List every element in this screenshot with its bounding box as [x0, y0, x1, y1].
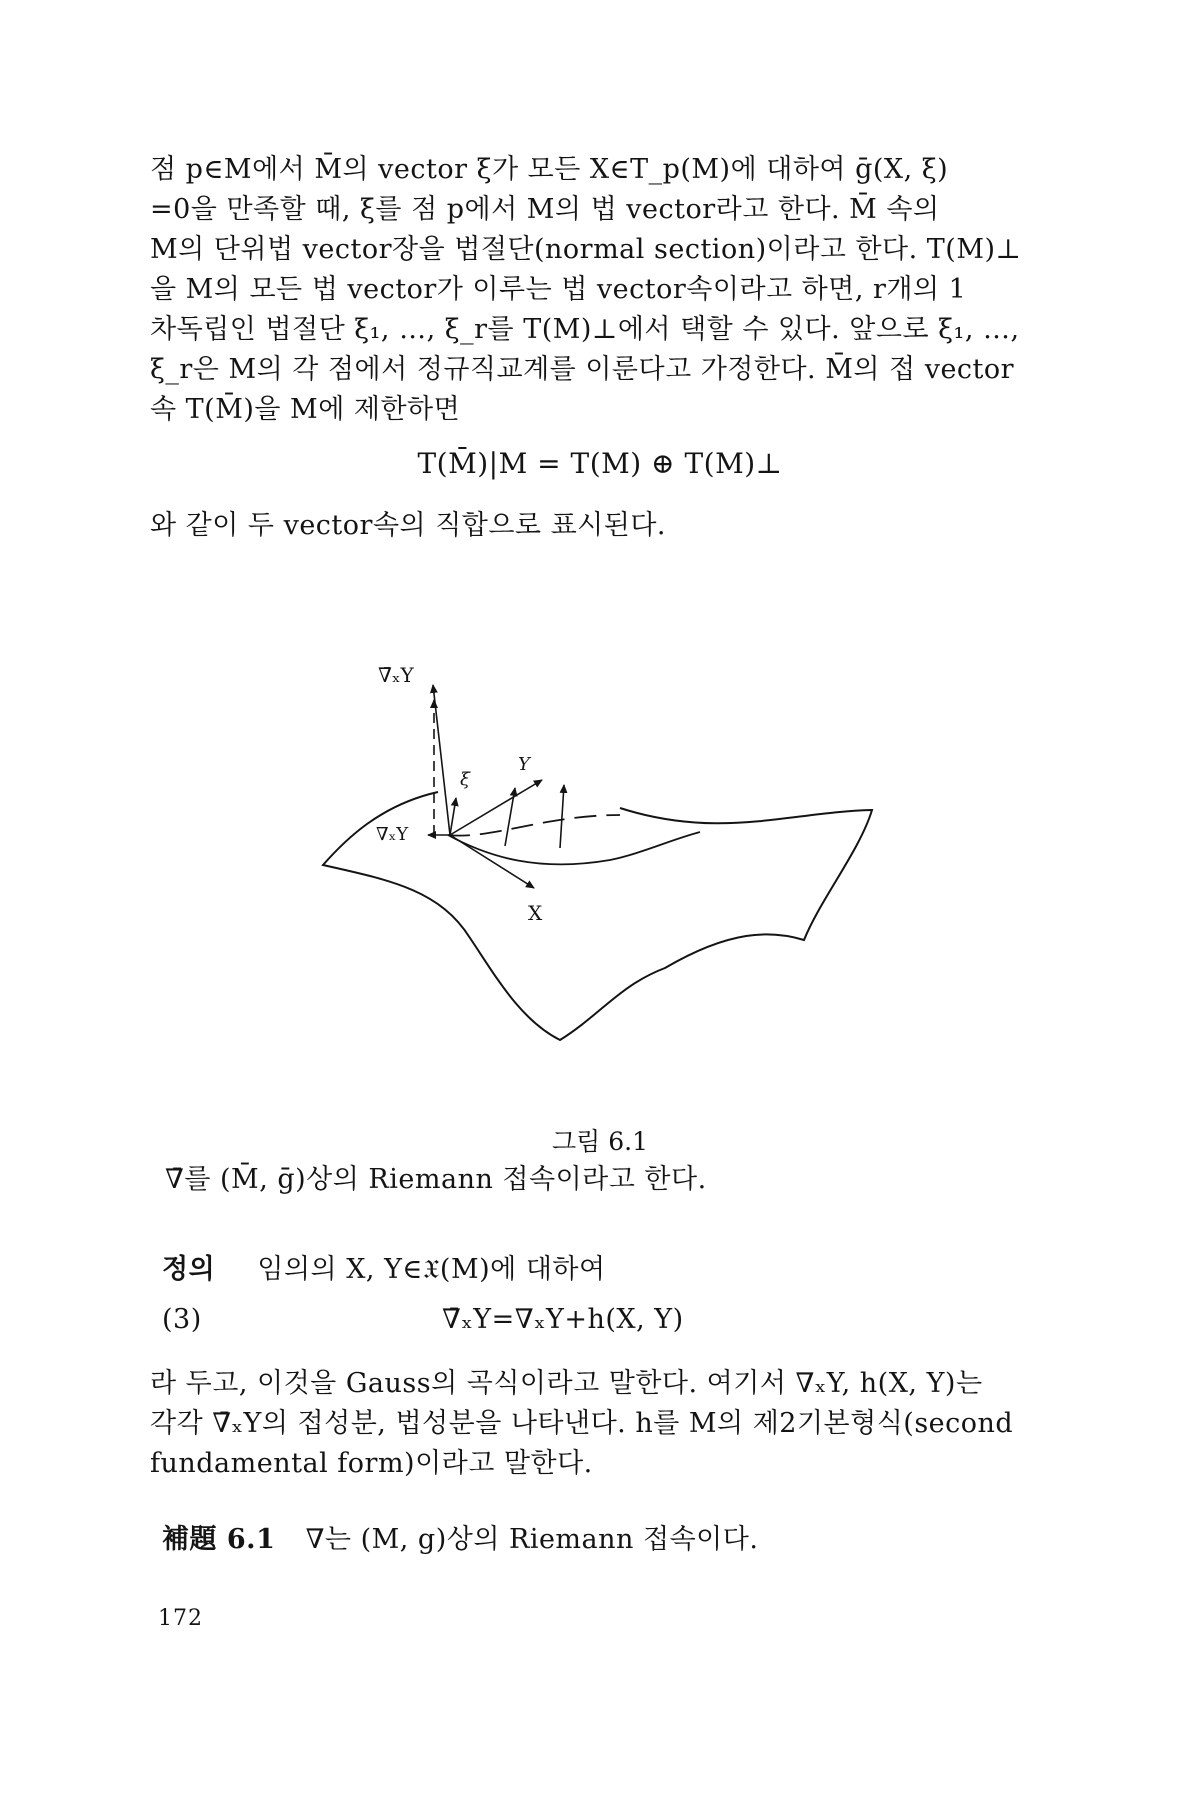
paragraph1-line-5: 차독립인 법절단 ξ₁, …, ξ_r를 T(M)⊥에서 택할 수 있다. 앞으로 ξ₁, …,: [150, 314, 1020, 345]
paragraph4-line-2: 각각 ∇̄ₓY의 접성분, 법성분을 나타낸다. h를 M의 제2기본형식(second: [150, 1408, 1014, 1439]
definition-text: 임의의 X, Y∈𝔛(M)에 대하여: [257, 1254, 606, 1285]
paragraph1-line-6: ξ_r은 M의 각 점에서 정규직교계를 이룬다고 가정한다. M̄의 접 vector: [150, 354, 1015, 385]
definition: [162, 1252, 606, 1288]
surface-figure: [320, 663, 880, 1100]
paragraph3: ∇̄를 (M̄, ḡ)상의 Riemann 접속이라고 한다.: [165, 1164, 707, 1195]
equation3-number: (3): [162, 1304, 202, 1335]
arrow-nabla-bar-solid: [433, 685, 450, 835]
paragraph4-line-3: fundamental form)이라고 말한다.: [150, 1448, 593, 1479]
equation-direct-sum: T(M̄)|M = T(M) ⊕ T(M)⊥: [417, 447, 783, 480]
paragraph4-line-1: 라 두고, 이것을 Gauss의 곡식이라고 말한다. 여기서 ∇ₓY, h(X, Y)는: [150, 1368, 983, 1399]
arrow-field-1: [505, 788, 515, 846]
label-y: Y: [518, 754, 530, 775]
equation3-formula: ∇̄ₓY=∇ₓY+h(X, Y): [442, 1304, 684, 1335]
surface-curve-x: [448, 832, 700, 864]
figure-caption: 그림 6.1: [551, 1127, 648, 1156]
paragraph1-line-7: 속 T(M̄)을 M에 제한하면: [150, 394, 461, 425]
arrow-xi: [450, 798, 456, 835]
surface-curve-y: [448, 815, 620, 836]
lemma-label: 補題 6.1: [162, 1524, 276, 1555]
lemma-text: ∇는 (M, g)상의 Riemann 접속이다.: [305, 1524, 759, 1555]
definition-label: 정의: [162, 1254, 216, 1285]
paragraph1-line-4: 을 M의 모든 법 vector가 이루는 법 vector속이라고 하면, r개의 1: [150, 274, 967, 305]
page-number: 172: [158, 1606, 203, 1631]
paragraph1-line-1: 점 p∈M에서 M̄의 vector ξ가 모든 X∈T_p(M)에 대하여 ḡ(X, ξ): [150, 154, 949, 185]
paragraph2: 와 같이 두 vector속의 직합으로 표시된다.: [150, 510, 667, 541]
label-xi: ξ: [460, 769, 470, 790]
label-nabla-bar: ∇̄ₓY: [378, 663, 414, 687]
paragraph1-line-2: =0을 만족할 때, ξ를 점 p에서 M의 법 vector라고 한다. M̄ 속의: [150, 194, 940, 225]
arrow-field-2: [560, 785, 564, 848]
paragraph1-line-3: M의 단위법 vector장을 법절단(normal section)이라고 한다. T(M)⊥: [150, 234, 1022, 265]
lemma: [162, 1522, 758, 1558]
label-nabla: ∇ₓY: [376, 824, 409, 845]
label-x: X: [528, 901, 543, 925]
